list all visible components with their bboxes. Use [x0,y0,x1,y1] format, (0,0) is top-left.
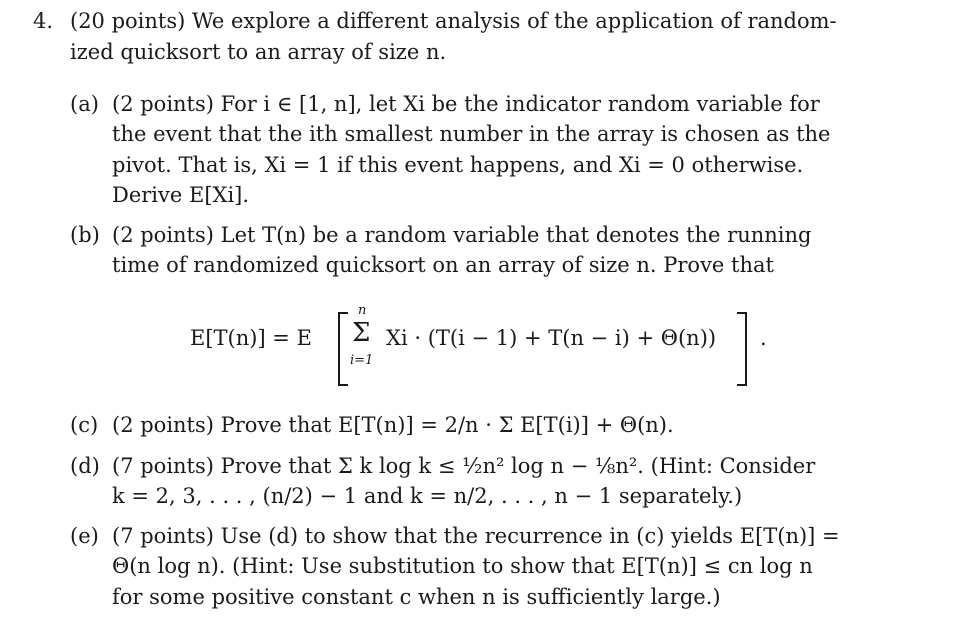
part-b-line1: (2 points) Let T(n) be a random variable that denotes the running [112,223,812,247]
part-d-line2: k = 2, 3, . . . , (n/2) − 1 and k = n/2, . . . , n − 1 separately.) [112,484,743,508]
problem-intro-line2: ized quicksort to an array of size n. [70,40,447,64]
part-e-line3: for some positive constant c when n is sufficiently large.) [112,585,721,609]
equation-body: Xi · (T(i − 1) + T(n − i) + Θ(n)) [386,326,717,350]
sum-upper-limit: n [358,303,367,318]
part-a-line1: (2 points) For i ∈ [1, n], let Xi be the indicator random variable for [112,92,820,116]
part-c-line1: (2 points) Prove that E[T(n)] = 2/n · Σ E[T(i)] + Θ(n). [112,413,674,437]
part-a-line4: Derive E[Xi]. [112,183,250,207]
summation-operator: Σ n i=1 [352,318,370,349]
part-e-label: (e) [70,524,99,548]
part-e-line1: (7 points) Use (d) to show that the recurrence in (c) yields E[T(n)] = [112,524,840,548]
part-a-line2: the event that the ith smallest number in the array is chosen as the [112,122,831,146]
problem-intro-line1: (20 points) We explore a different analysis of the application of random- [70,9,837,33]
part-a-line3: pivot. That is, Xi = 1 if this event happens, and Xi = 0 otherwise. [112,153,804,177]
part-e-line2: Θ(n log n). (Hint: Use substitution to show that E[T(n)] ≤ cn log n [112,554,813,578]
part-b-line2: time of randomized quicksort on an array of size n. Prove that [112,253,774,277]
equation-left: E[T(n)] = E [190,326,312,350]
equation-period: . [760,326,767,350]
right-bracket [737,312,747,386]
part-a-label: (a) [70,92,99,116]
sum-lower-limit: i=1 [350,353,374,368]
part-b-label: (b) [70,223,100,247]
left-bracket [338,312,348,386]
problem-number: 4. [33,9,54,33]
part-c-label: (c) [70,413,99,437]
part-d-line1: (7 points) Prove that Σ k log k ≤ ½n² log n − ⅛n². (Hint: Consider [112,454,816,478]
part-d-label: (d) [70,454,100,478]
